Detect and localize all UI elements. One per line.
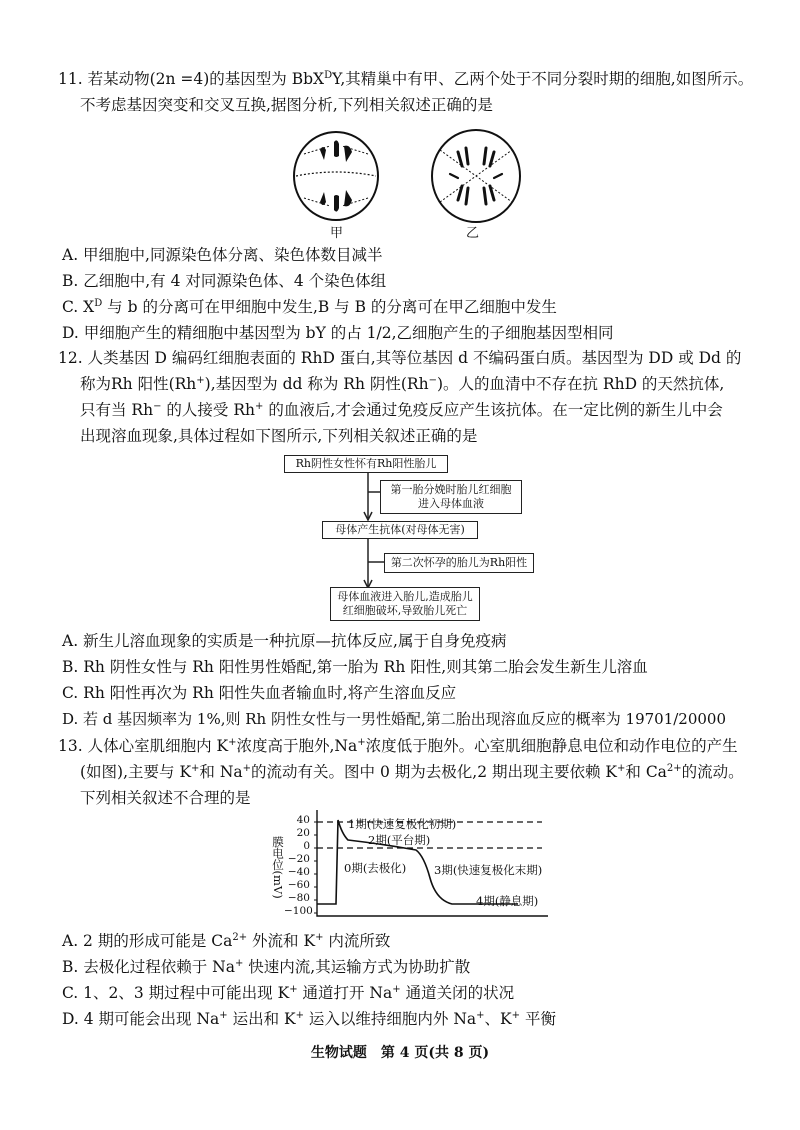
q12-option-b[interactable]: B. Rh 阴性女性与 Rh 阳性男性婚配,第一胎为 Rh 阳性,则其第二胎会发生新生儿溶血 bbox=[62, 658, 648, 676]
q12-stem-line4: 出现溶血现象,具体过程如下图所示,下列相关叙述正确的是 bbox=[80, 427, 478, 445]
q13-stem-line3: 下列相关叙述不合理的是 bbox=[80, 789, 251, 807]
q11-stem-line1: 11. 若某动物(2n =4)的基因型为 BbX bbox=[58, 70, 325, 88]
q12-stem-line2: 称为Rh 阳性(Rh+),基因型为 dd 称为 Rh 阴性(Rh−)。人的血清中不存在抗 RhD 的天然抗体, bbox=[80, 374, 725, 393]
q13-option-a[interactable]: A. 2 期的形成可能是 $Ca^{2+}$ 外流和 K+ 内流所致 bbox=[62, 931, 391, 950]
phase-0-label: 0期(去极化) bbox=[344, 861, 407, 875]
q12-option-d[interactable]: D. 若 d 基因频率为 1%,则 Rh 阴性女性与一男性婚配,第二胎出现溶血反应的概率为 19701/20000 bbox=[62, 710, 727, 728]
phase-2-label: 2期(平台期) bbox=[368, 833, 431, 847]
question-11-stem: 11. 若某动物(2n =4)的基因型为 BbX$^D$Y,其精巢中有甲、乙两个处于不同分裂时期的细胞,如图所示。 不考虑基因突变和交叉互换,据图分析,下列相关叙述正确的是 bbox=[58, 66, 770, 118]
tick-neg60: −60 bbox=[287, 879, 310, 891]
q12-stem-line3: 只有当 Rh− 的人接受 Rh+ 的血液后,才会通过免疫反应产生该抗体。在一定比例的新生儿中会 bbox=[80, 400, 723, 419]
q12-stem-line1: 12. 人类基因 D 编码红细胞表面的 RhD 蛋白,其等位基因 d 不编码蛋白质。基因型为 DD 或 Dd 的 bbox=[58, 349, 742, 367]
page-footer: 生物试题 第 4 页(共 8 页) bbox=[310, 1045, 490, 1061]
tick-neg20: −20 bbox=[287, 853, 310, 865]
q11-option-b[interactable]: B. 乙细胞中,有 4 对同源染色体、4 个染色体组 bbox=[62, 272, 387, 290]
membrane-potential-graph bbox=[268, 808, 548, 926]
q13-stem-line1: 13. 人体心室肌细胞内 K+浓度高于胞外,Na+浓度低于胞外。心室肌细胞静息电位和动作电位的产生 bbox=[58, 736, 738, 755]
phase-4-label: 4期(静息期) bbox=[476, 894, 539, 908]
phase-3-label: 3期(快速复极化末期) bbox=[434, 863, 543, 877]
graph-ylabel: 膜电位(mV) bbox=[271, 836, 285, 899]
q11-option-c[interactable]: C. $X^D$ 与 b 的分离可在甲细胞中发生,B 与 B 的分离可在甲乙细胞中发生 bbox=[62, 297, 557, 316]
q11-option-d[interactable]: D. 甲细胞产生的精细胞中基因型为 bY 的占 1/2,乙细胞产生的子细胞基因型相同 bbox=[62, 324, 614, 342]
q13-option-b[interactable]: B. 去极化过程依赖于 Na+ 快速内流,其运输方式为协助扩散 bbox=[62, 957, 471, 976]
tick-0: 0 bbox=[303, 840, 310, 852]
q11-stem-line2: 不考虑基因突变和交叉互换,据图分析,下列相关叙述正确的是 bbox=[80, 96, 493, 114]
phase-1-label: 1期(快速复极化初期) bbox=[348, 817, 457, 831]
flow-box-result: 母体血液进入胎儿,造成胎儿 红细胞破坏,导致胎儿死亡 bbox=[330, 587, 480, 621]
q13-option-c[interactable]: C. 1、2、3 期过程中可能出现 K+ 通道打开 Na+ 通道关闭的状况 bbox=[62, 983, 515, 1002]
tick-neg40: −40 bbox=[287, 866, 310, 878]
question-13-stem bbox=[58, 733, 770, 811]
q11-option-a[interactable]: A. 甲细胞中,同源染色体分离、染色体数目减半 bbox=[62, 246, 383, 264]
tick-neg100: −100 bbox=[284, 905, 313, 917]
cell-jia-illustration bbox=[294, 132, 378, 220]
q13-stem-line2: (如图),主要与 K+和 Na+的流动有关。图中 0 期为去极化,2 期出现主要依赖 K+和 $Ca^{2+}$的流动。 bbox=[80, 762, 744, 781]
flow-box-start: Rh阴性女性怀有Rh阳性胎儿 bbox=[284, 455, 448, 473]
tick-20: 20 bbox=[296, 827, 310, 839]
q12-option-a[interactable]: A. 新生儿溶血现象的实质是一种抗原—抗体反应,属于自身免疫病 bbox=[62, 632, 507, 650]
q13-option-d[interactable]: D. 4 期可能会出现 Na+ 运出和 K+ 运入以维持细胞内外 Na+、K+ 平衡 bbox=[62, 1009, 556, 1028]
flow-box-second-pregnancy: 第二次怀孕的胎儿为Rh阳性 bbox=[384, 553, 534, 573]
tick-40: 40 bbox=[296, 814, 310, 826]
cell-division-figure bbox=[290, 124, 530, 232]
flow-box-antibody: 母体产生抗体(对母体无害) bbox=[322, 521, 478, 539]
question-12-stem bbox=[58, 345, 770, 449]
cell-jia-label: 甲 bbox=[330, 226, 344, 241]
cell-yi-illustration bbox=[432, 130, 520, 222]
flow-box-first-birth: 第一胎分娩时胎儿红细胞 进入母体血液 bbox=[380, 480, 522, 514]
tick-neg80: −80 bbox=[287, 892, 310, 904]
q12-option-c[interactable]: C. Rh 阳性再次为 Rh 阳性失血者输血时,将产生溶血反应 bbox=[62, 684, 457, 702]
cell-yi-label: 乙 bbox=[466, 226, 480, 241]
